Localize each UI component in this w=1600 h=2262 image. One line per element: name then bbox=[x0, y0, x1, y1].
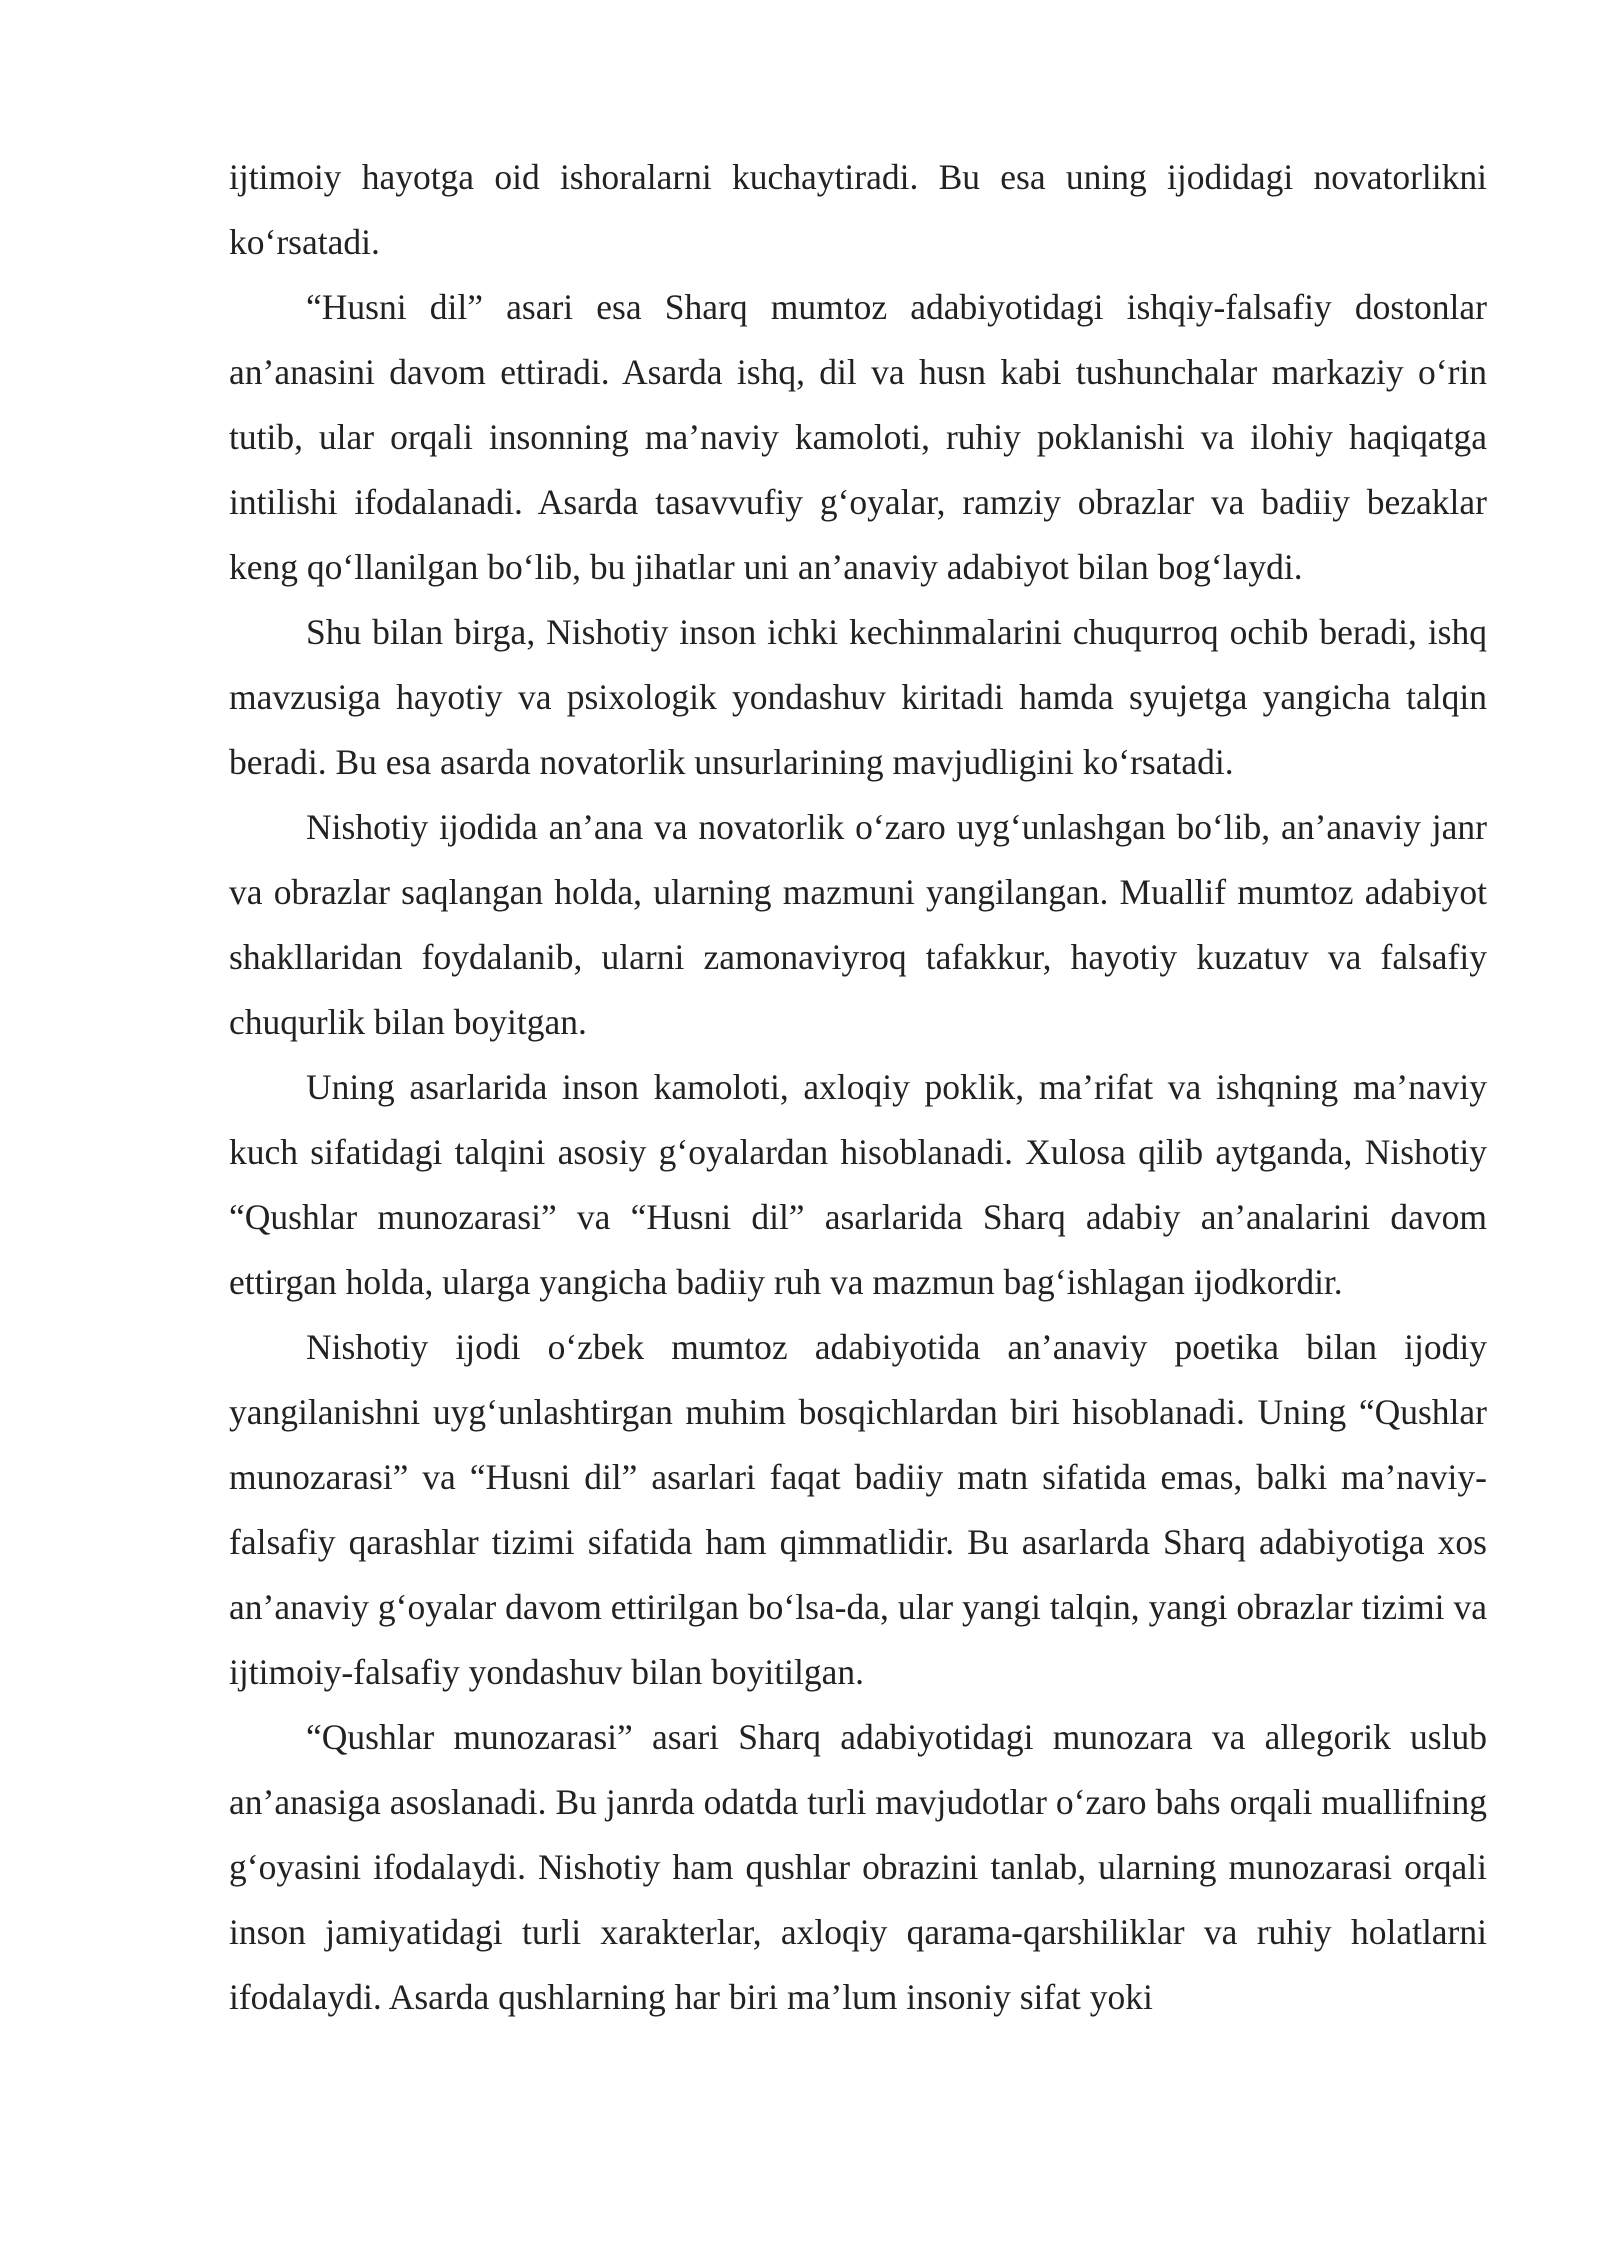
paragraph: “Qushlar munozarasi” asari Sharq adabiyotidagi munozara va allegorik uslub an’anasiga asoslanadi. Bu janrda odatda turli mavjudotlar o‘zaro bahs orqali muallifning g‘oyasini ifodalaydi. Nishotiy ham qushlar obrazini tanlab, ularning munozarasi orqali inson jamiyatidagi turli xarakterlar, axloqiy qarama-qarshiliklar va ruhiy holatlarni ifodalaydi. Asarda qushlarning har biri ma’lum insoniy sifat yoki bbox=[229, 1717, 1487, 2017]
paragraph: Nishotiy ijodida an’ana va novatorlik o‘zaro uyg‘unlashgan bo‘lib, an’anaviy janr va obrazlar saqlangan holda, ularning mazmuni yangilangan. Muallif mumtoz adabiyot shakllaridan foydalanib, ularni zamonaviyroq tafakkur, hayotiy kuzatuv va falsafiy chuqurlik bilan boyitgan. bbox=[229, 807, 1487, 1042]
paragraph: Nishotiy ijodi o‘zbek mumtoz adabiyotida an’anaviy poetika bilan ijodiy yangilanishni uyg‘unlashtirgan muhim bosqichlardan biri hisoblanadi. Uning “Qushlar munozarasi” va “Husni dil” asarlari faqat badiiy matn sifatida emas, balki ma’naviy-falsafiy qarashlar tizimi sifatida ham qimmatlidir. Bu asarlarda Sharq adabiyotiga xos an’anaviy g‘oyalar davom ettirilgan bo‘lsa-da, ular yangi talqin, yangi obrazlar tizimi va ijtimoiy-falsafiy yondashuv bilan boyitilgan. bbox=[229, 1327, 1487, 1692]
paragraph: “Husni dil” asari esa Sharq mumtoz adabiyotidagi ishqiy-falsafiy dostonlar an’anasini davom ettiradi. Asarda ishq, dil va husn kabi tushunchalar markaziy o‘rin tutib, ular orqali insonning ma’naviy kamoloti, ruhiy poklanishi va ilohiy haqiqatga intilishi ifodalanadi. Asarda tasavvufiy g‘oyalar, ramziy obrazlar va badiiy bezaklar keng qo‘llanilgan bo‘lib, bu jihatlar uni an’anaviy adabiyot bilan bog‘laydi. bbox=[229, 287, 1487, 587]
document-body bbox=[229, 145, 1487, 2030]
paragraph: Shu bilan birga, Nishotiy inson ichki kechinmalarini chuqurroq ochib beradi, ishq mavzusiga hayotiy va psixologik yondashuv kiritadi hamda syujetga yangicha talqin beradi. Bu esa asarda novatorlik unsurlarining mavjudligini ko‘rsatadi. bbox=[229, 612, 1487, 782]
paragraph-continuation: ijtimoiy hayotga oid ishoralarni kuchaytiradi. Bu esa uning ijodidagi novatorlikni ko‘rsatadi. bbox=[229, 157, 1487, 262]
paragraph: Uning asarlarida inson kamoloti, axloqiy poklik, ma’rifat va ishqning ma’naviy kuch sifatidagi talqini asosiy g‘oyalardan hisoblanadi. Xulosa qilib aytganda, Nishotiy “Qushlar munozarasi” va “Husni dil” asarlarida Sharq adabiy an’analarini davom ettirgan holda, ularga yangicha badiiy ruh va mazmun bag‘ishlagan ijodkordir. bbox=[229, 1067, 1487, 1302]
